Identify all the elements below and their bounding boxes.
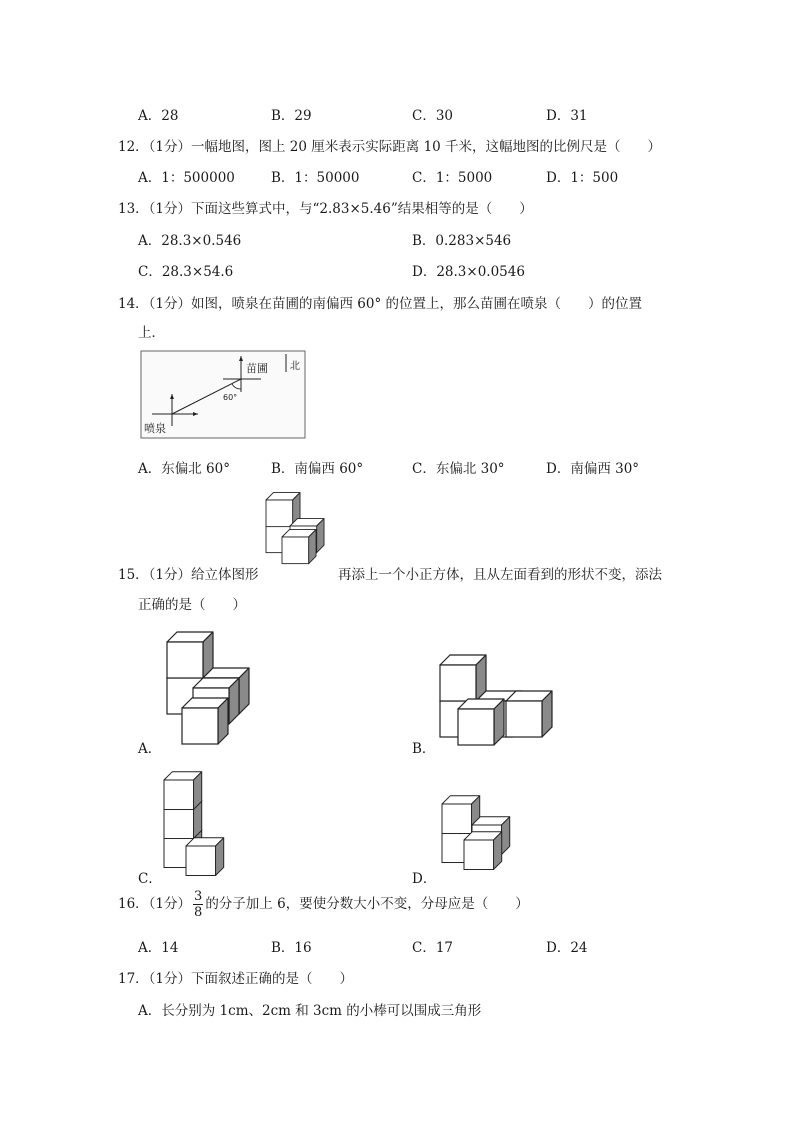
q14-option-d: D．南偏西 30°	[546, 461, 640, 477]
q15-option-a-solid	[162, 624, 262, 748]
fountain-label: 喷泉	[144, 422, 166, 435]
q13-option-d: D．28.3×0.0546	[412, 264, 525, 280]
q14-option-b: B．南偏西 60°	[271, 461, 364, 477]
q15-stem-prefix: 15．（1分）给立体图形	[118, 567, 259, 583]
q13-stem: 13．（1分）下面这些算式中，与“2.83×5.46”结果相等的是（ ）	[118, 201, 533, 217]
q15-option-c-solid	[160, 764, 240, 880]
q13-option-a: A．28.3×0.546	[138, 233, 242, 249]
q16-stem-suffix: 的分子加上 6，要使分数大小不变，分母应是（ ）	[205, 896, 529, 912]
q16-fraction	[193, 890, 203, 919]
q15-option-b-solid	[436, 652, 566, 748]
q11-option-b: B．29	[271, 108, 312, 124]
q12-option-c: C．1：5000	[412, 170, 493, 186]
q16-stem	[118, 890, 529, 919]
q15-stem-suffix: 再添上一个小正方体，且从左面看到的形状不变，添法	[338, 567, 662, 583]
q15-option-b: B．	[412, 741, 436, 757]
q15-option-d: D．	[412, 871, 437, 887]
nursery-label: 苗圃	[246, 362, 268, 375]
q12-option-a: A．1：500000	[138, 170, 235, 186]
q14-stem-line1: 14．（1分）如图，喷泉在苗圃的南偏西 60° 的位置上，那么苗圃在喷泉（ ）的位置	[118, 296, 643, 312]
q15-stem-line2: 正确的是（ ）	[138, 597, 246, 613]
q15-option-a: A．	[138, 741, 162, 757]
q14-direction-figure	[140, 350, 306, 439]
q16-option-b: B．16	[271, 940, 312, 956]
q16-option-d: D．24	[546, 940, 588, 956]
q17-option-a: A．长分别为 1cm、2cm 和 3cm 的小棒可以围成三角形	[138, 1003, 482, 1019]
q14-stem-line2: 上．	[138, 325, 165, 341]
q15-option-d-solid	[438, 790, 528, 880]
q13-option-c: C．28.3×54.6	[138, 264, 234, 280]
angle-label: 60°	[223, 393, 238, 402]
q11-option-a: A．28	[138, 108, 179, 124]
fraction-numerator: 3	[194, 889, 203, 904]
fraction-denominator: 8	[194, 905, 203, 920]
q11-option-d: D．31	[546, 108, 588, 124]
q15-given-solid	[262, 488, 336, 576]
q17-stem: 17．（1分）下面叙述正确的是（ ）	[118, 971, 354, 987]
q12-stem: 12．（1分）一幅地图，图上 20 厘米表示实际距离 10 千米，这幅地图的比例尺是（ ）	[118, 139, 662, 155]
north-label: 北	[290, 361, 300, 372]
q12-option-b: B．1：50000	[271, 170, 360, 186]
q13-option-b: B．0.283×546	[412, 233, 512, 249]
q11-option-c: C．30	[412, 108, 454, 124]
q14-option-a: A．东偏北 60°	[138, 461, 230, 477]
q12-option-d: D．1：500	[546, 170, 619, 186]
q16-stem-prefix: 16．（1分）	[118, 896, 192, 912]
q15-option-c: C．	[138, 871, 162, 887]
q14-option-c: C．东偏北 30°	[412, 461, 505, 477]
q16-option-c: C．17	[412, 940, 454, 956]
q16-option-a: A．14	[138, 940, 179, 956]
